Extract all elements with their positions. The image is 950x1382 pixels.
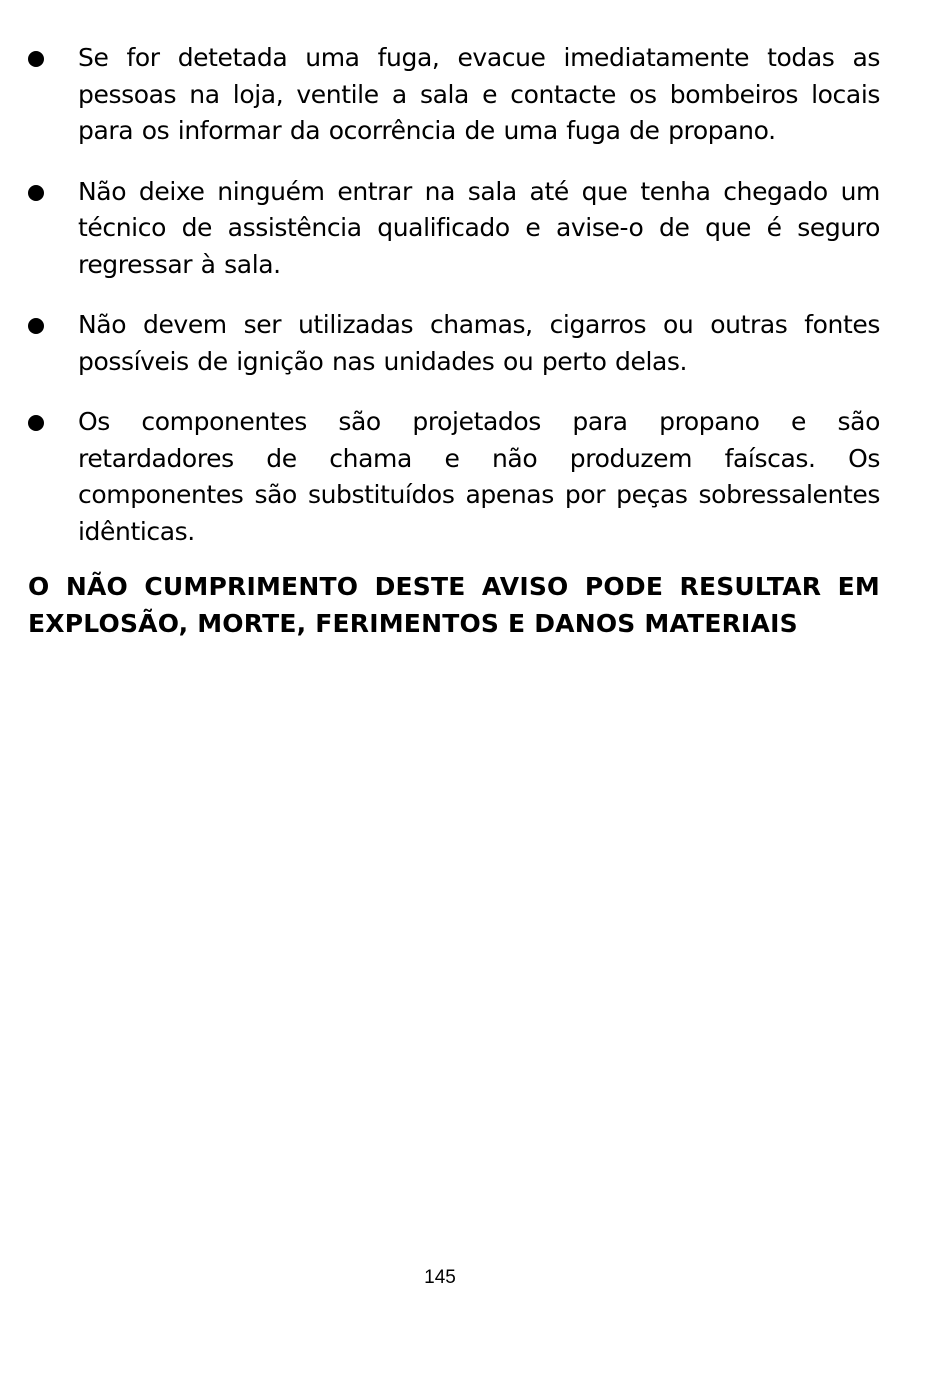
bullet-icon <box>28 185 44 201</box>
warning-line-2: EXPLOSÃO, MORTE, FERIMENTOS E DANOS MATERIAIS <box>28 609 798 638</box>
safety-bullet-list <box>28 40 880 550</box>
bullet-text-components: Os componentes são projetados para propano e são retardadores de chama e não produzem faíscas. Os componentes são substituídos apenas por peças sobressalentes idênticas. <box>78 407 880 546</box>
list-item <box>28 404 880 550</box>
warning-notice <box>28 568 880 642</box>
warning-line-1: O NÃO CUMPRIMENTO DESTE AVISO PODE RESULTAR EM <box>28 572 880 601</box>
page-number: 145 <box>424 1267 456 1288</box>
bullet-icon <box>28 51 44 67</box>
bullet-icon <box>28 415 44 431</box>
list-item <box>28 174 880 284</box>
document-body <box>28 40 880 642</box>
list-item <box>28 40 880 150</box>
bullet-text-no-entry: Não deixe ninguém entrar na sala até que tenha chegado um técnico de assistência qualificado e avise-o de que é seguro regressar à sala. <box>78 176 880 279</box>
bullet-icon <box>28 318 44 334</box>
list-item <box>28 307 880 380</box>
bullet-text-no-flames: Não devem ser utilizadas chamas, cigarros ou outras fontes possíveis de ignição nas unidades ou perto delas. <box>78 310 880 376</box>
bullet-text-leak-evacuate: Se for detetada uma fuga, evacue imediatamente todas as pessoas na loja, ventile a sala e contacte os bombeiros locais para os informar da ocorrência de uma fuga de propano. <box>78 43 880 145</box>
